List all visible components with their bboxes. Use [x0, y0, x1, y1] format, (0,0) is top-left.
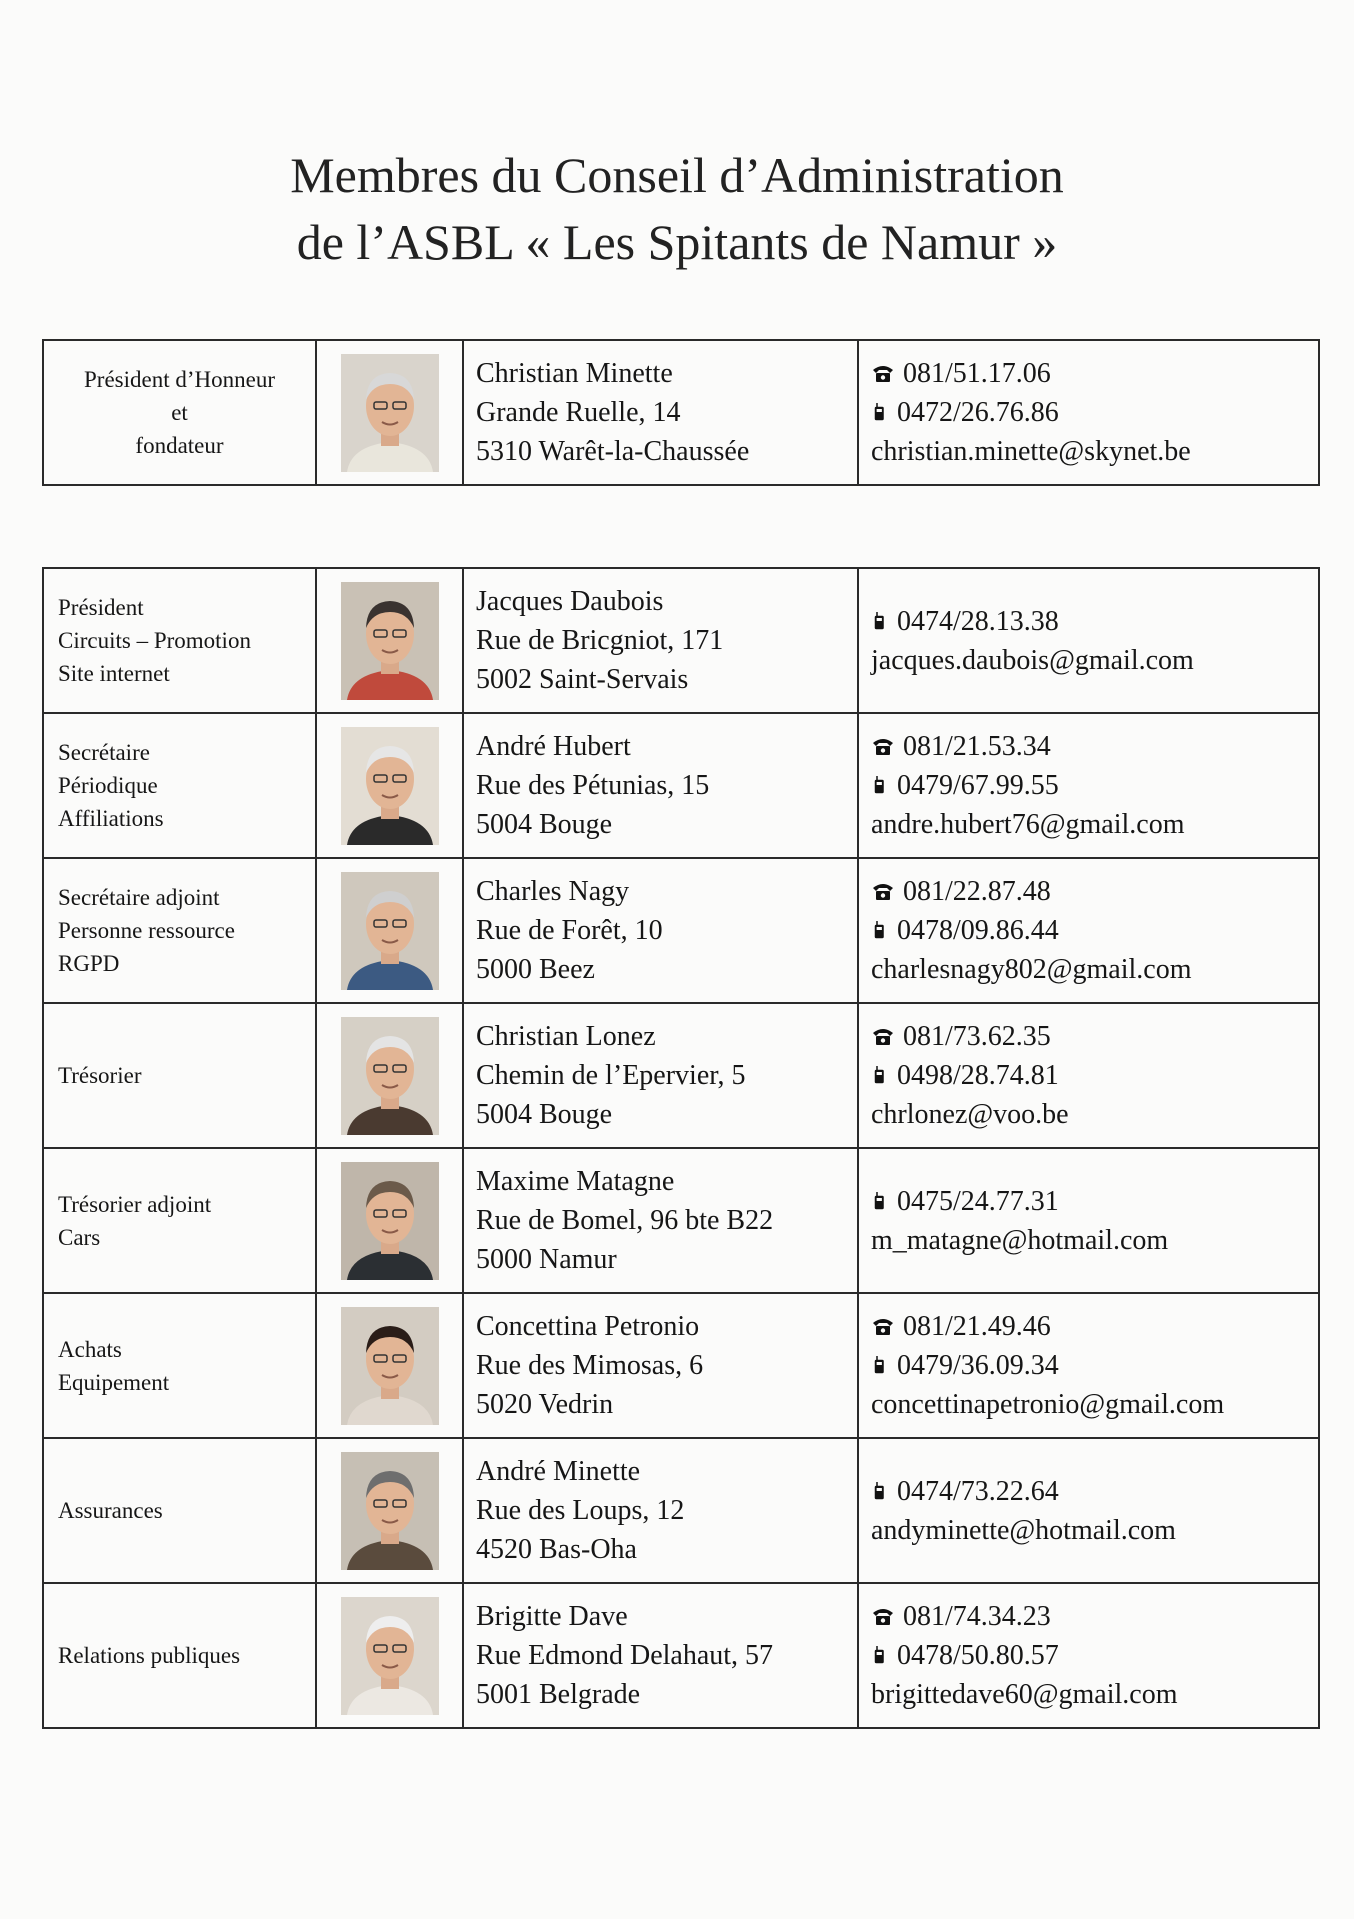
role-line: Trésorier [58, 1063, 142, 1088]
member-phone: 081/73.62.35 [871, 1017, 1306, 1056]
member-phone: 081/21.49.46 [871, 1307, 1306, 1346]
portrait-photo [341, 582, 439, 700]
member-phone: 081/21.53.34 [871, 727, 1306, 766]
role-line: Personne ressource [58, 918, 235, 943]
member-role [43, 713, 316, 858]
member-email[interactable]: andre.hubert76@gmail.com [871, 809, 1185, 840]
role-line: Trésorier adjoint [58, 1191, 212, 1217]
member-name: Charles Nagy [476, 876, 630, 907]
mobile-phone-icon [871, 1643, 889, 1667]
member-contact [858, 1293, 1319, 1438]
member-row [43, 1583, 1319, 1728]
member-address [463, 568, 858, 713]
member-street: Chemin de l’Epervier, 5 [476, 1060, 746, 1091]
member-row [43, 340, 1319, 485]
telephone-icon [871, 1604, 895, 1628]
member-photo-cell [316, 1148, 463, 1293]
member-name: Christian Lonez [476, 1021, 656, 1052]
member-contact [858, 1583, 1319, 1728]
member-row [43, 1293, 1319, 1438]
member-mobile: 0479/36.09.34 [871, 1346, 1306, 1385]
member-phone: 081/22.87.48 [871, 872, 1306, 911]
member-mobile: 0472/26.76.86 [871, 393, 1306, 432]
member-city: 5000 Beez [476, 954, 595, 985]
member-name: Brigitte Dave [476, 1601, 628, 1632]
member-row [43, 568, 1319, 713]
member-city: 5310 Warêt-la-Chaussée [476, 436, 750, 467]
portrait-photo [341, 354, 439, 472]
member-mobile: 0478/09.86.44 [871, 911, 1306, 950]
member-role [43, 1148, 316, 1293]
member-row [43, 713, 1319, 858]
member-contact [858, 568, 1319, 713]
member-role [43, 1438, 316, 1583]
member-photo-cell [316, 568, 463, 713]
mobile-phone-icon [871, 773, 889, 797]
member-name: Concettina Petronio [476, 1311, 700, 1342]
member-address [463, 713, 858, 858]
role-line: Secrétaire [58, 740, 150, 765]
member-contact [858, 1438, 1319, 1583]
member-role [43, 1293, 316, 1438]
member-role [43, 340, 316, 485]
member-role [43, 858, 316, 1003]
role-line: Président [58, 595, 144, 620]
member-email[interactable]: jacques.daubois@gmail.com [871, 644, 1194, 676]
member-email[interactable]: m_matagne@hotmail.com [871, 1224, 1169, 1256]
member-name: André Minette [476, 1456, 641, 1487]
role-line: et [171, 400, 188, 425]
member-street: Rue des Mimosas, 6 [476, 1350, 704, 1381]
role-line: Président d’Honneur [84, 367, 275, 392]
member-row [43, 1148, 1319, 1293]
member-name: Maxime Matagne [476, 1166, 675, 1197]
role-line: Relations publiques [58, 1643, 241, 1668]
member-mobile: 0474/28.13.38 [871, 602, 1306, 641]
member-mobile: 0479/67.99.55 [871, 766, 1306, 805]
member-email[interactable]: charlesnagy802@gmail.com [871, 954, 1192, 985]
member-city: 5004 Bouge [476, 1099, 613, 1130]
member-role [43, 568, 316, 713]
role-line: Affiliations [58, 806, 164, 831]
member-address [463, 1583, 858, 1728]
member-phone: 081/51.17.06 [871, 354, 1306, 393]
member-role [43, 1003, 316, 1148]
member-photo-cell [316, 858, 463, 1003]
role-line: Achats [58, 1336, 122, 1362]
member-row [43, 1003, 1319, 1148]
member-phone: 081/74.34.23 [871, 1597, 1306, 1636]
member-address [463, 1003, 858, 1148]
role-line: fondateur [135, 433, 224, 458]
portrait-photo [341, 727, 439, 845]
member-contact [858, 340, 1319, 485]
member-contact [858, 1003, 1319, 1148]
member-city: 4520 Bas-Oha [476, 1534, 637, 1565]
member-role [43, 1583, 316, 1728]
mobile-phone-icon [871, 918, 889, 942]
member-city: 5000 Namur [476, 1244, 617, 1275]
member-row [43, 858, 1319, 1003]
member-email[interactable]: chrlonez@voo.be [871, 1099, 1069, 1130]
board-members-table [42, 567, 1320, 1729]
member-city: 5004 Bouge [476, 809, 613, 840]
telephone-icon [871, 734, 895, 758]
member-photo-cell [316, 1293, 463, 1438]
member-email[interactable]: christian.minette@skynet.be [871, 436, 1191, 467]
member-row [43, 1438, 1319, 1583]
member-street: Rue de Bricgniot, 171 [476, 625, 724, 656]
member-photo-cell [316, 1438, 463, 1583]
member-street: Rue des Loups, 12 [476, 1495, 685, 1526]
member-street: Grande Ruelle, 14 [476, 397, 681, 428]
role-line: Périodique [58, 773, 158, 798]
member-city: 5002 Saint-Servais [476, 664, 689, 695]
title-line-2: de l’ASBL « Les Spitants de Namur » [296, 214, 1058, 270]
portrait-photo [341, 872, 439, 990]
member-name: Jacques Daubois [476, 586, 664, 617]
honorary-president-table [42, 339, 1320, 486]
role-line: RGPD [58, 951, 120, 976]
member-street: Rue de Forêt, 10 [476, 915, 663, 946]
member-address [463, 1438, 858, 1583]
portrait-photo [341, 1162, 439, 1280]
member-photo-cell [316, 340, 463, 485]
member-email[interactable]: brigittedave60@gmail.com [871, 1679, 1178, 1710]
member-mobile: 0478/50.80.57 [871, 1636, 1306, 1675]
portrait-photo [341, 1452, 439, 1570]
portrait-photo [341, 1597, 439, 1715]
member-email[interactable]: concettinapetronio@gmail.com [871, 1389, 1225, 1420]
member-street: Rue de Bomel, 96 bte B22 [476, 1205, 774, 1236]
role-line: Site internet [58, 661, 170, 686]
role-line: Circuits – Promotion [58, 628, 251, 653]
member-photo-cell [316, 1003, 463, 1148]
member-name: Christian Minette [476, 358, 673, 389]
telephone-icon [871, 361, 895, 385]
title-line-1: Membres du Conseil d’Administration [290, 147, 1064, 203]
role-line: Assurances [58, 1498, 163, 1523]
member-contact [858, 713, 1319, 858]
member-street: Rue des Pétunias, 15 [476, 770, 710, 801]
member-email[interactable]: andyminette@hotmail.com [871, 1514, 1176, 1546]
member-contact [858, 858, 1319, 1003]
member-address [463, 340, 858, 485]
telephone-icon [871, 1314, 895, 1338]
mobile-phone-icon [871, 1479, 889, 1503]
mobile-phone-icon [871, 1063, 889, 1087]
portrait-photo [341, 1307, 439, 1425]
member-city: 5020 Vedrin [476, 1389, 614, 1420]
member-photo-cell [316, 713, 463, 858]
role-line: Cars [58, 1224, 101, 1250]
mobile-phone-icon [871, 609, 889, 633]
member-mobile: 0475/24.77.31 [871, 1182, 1306, 1221]
portrait-photo [341, 1017, 439, 1135]
mobile-phone-icon [871, 400, 889, 424]
mobile-phone-icon [871, 1353, 889, 1377]
member-mobile: 0498/28.74.81 [871, 1056, 1306, 1095]
member-mobile: 0474/73.22.64 [871, 1472, 1306, 1511]
mobile-phone-icon [871, 1189, 889, 1213]
member-address [463, 1148, 858, 1293]
member-address [463, 858, 858, 1003]
telephone-icon [871, 1024, 895, 1048]
role-line: Secrétaire adjoint [58, 885, 220, 910]
role-line: Equipement [58, 1369, 170, 1395]
member-name: André Hubert [476, 731, 631, 762]
page-title [0, 142, 1354, 276]
telephone-icon [871, 879, 895, 903]
member-city: 5001 Belgrade [476, 1679, 641, 1710]
member-photo-cell [316, 1583, 463, 1728]
member-street: Rue Edmond Delahaut, 57 [476, 1640, 774, 1671]
member-address [463, 1293, 858, 1438]
member-contact [858, 1148, 1319, 1293]
